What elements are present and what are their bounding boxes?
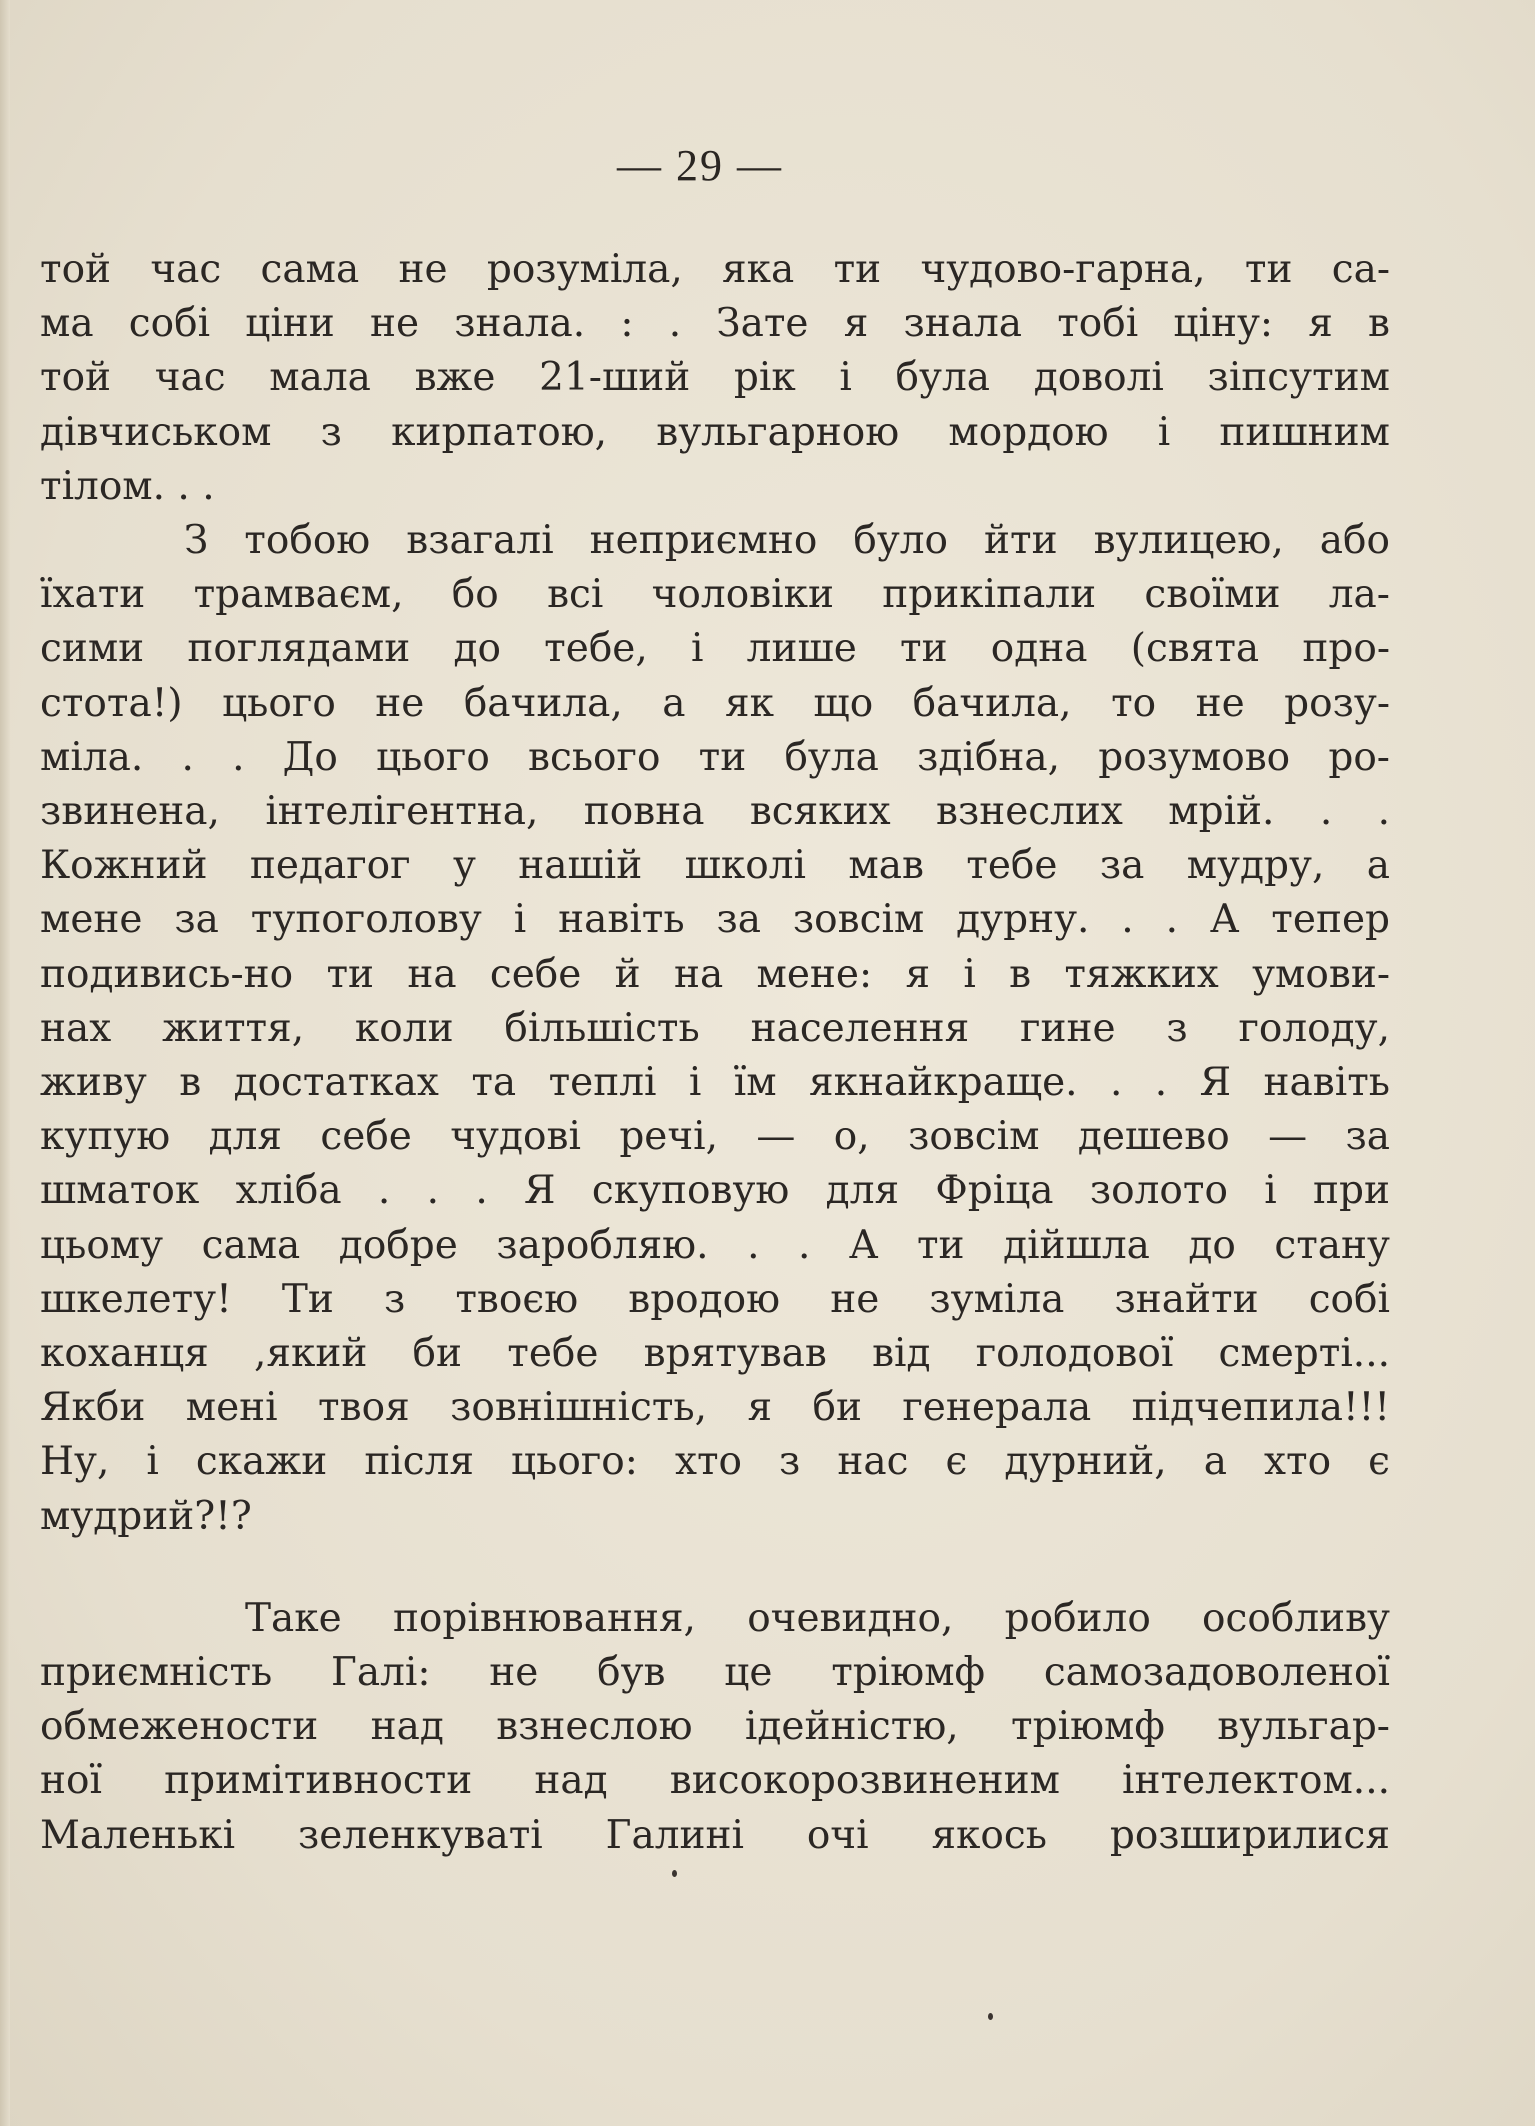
text-line: подивись-но ти на себе й на мене: я і в тяжких умови- <box>40 951 1390 997</box>
text-line: купую для себе чудові речі, — о, зовсім дешево — за <box>40 1114 1390 1160</box>
text-line: живу в достатках та теплі і їм якнайкраще. . . Я навіть <box>40 1060 1390 1106</box>
page-binding-edge <box>0 0 10 2126</box>
text-line: Якби мені твоя зовнішність, я би генерала підчепила!!! <box>40 1385 1390 1431</box>
text-line: шматок хліба . . . Я скуповую для Фріца золото і при <box>40 1168 1390 1214</box>
text-line: ма собі ціни не знала. : . Зате я знала тобі ціну: я в <box>40 301 1390 347</box>
ink-speck <box>988 2013 993 2020</box>
text-line: сими поглядами до тебе, і лише ти одна (свята про- <box>40 626 1390 672</box>
text-line: коханця ,який би тебе врятував від голодової смерті... <box>40 1331 1390 1377</box>
text-line: стота!) цього не бачила, а як що бачила, то не розу- <box>40 680 1390 726</box>
text-line: шкелету! Ти з твоєю вродою не зуміла знайти собі <box>40 1276 1390 1322</box>
text-line: Ну, і скажи після цього: хто з нас є дурний, а хто є <box>40 1439 1390 1485</box>
text-line: З тобою взагалі неприємно було йти вулицею, або <box>40 518 1390 564</box>
page-number: — 29 — <box>617 141 783 190</box>
paragraph-gap <box>40 1544 1390 1592</box>
text-line: обмежености над взнеслою ідейністю, тріюмф вульгар- <box>40 1704 1390 1750</box>
text-line: приємність Галі: не був це тріюмф самозадоволеної <box>40 1650 1390 1696</box>
text-line: мене за тупоголову і навіть за зовсім дурну. . . А тепер <box>40 897 1390 943</box>
ink-speck <box>672 1870 677 1877</box>
text-line: той час мала вже 21-ший рік і була доволі зіпсутим <box>40 355 1390 401</box>
text-line: ної примітивности над високорозвиненим інтелектом... <box>40 1758 1390 1804</box>
text-line: той час сама не розуміла, яка ти чудово-гарна, ти са- <box>40 247 1390 292</box>
text-line: нах життя, коли більшість населення гине з голоду, <box>40 1005 1390 1051</box>
paragraph <box>40 1592 1390 1863</box>
text-line: звинена, інтелігентна, повна всяких взнеслих мрій. . . <box>40 789 1390 835</box>
page-body <box>40 243 1390 1863</box>
text-line: міла. . . До цього всього ти була здібна, розумово ро- <box>40 734 1390 780</box>
text-line: дівчиськом з кирпатою, вульгарною мордою і пишним <box>40 409 1390 455</box>
text-line: тілом. . . <box>40 463 215 509</box>
text-line: цьому сама добре заробляю. . . А ти дійшла до стану <box>40 1222 1390 1268</box>
paragraph <box>40 243 1390 514</box>
text-line: мудрий?!? <box>40 1493 252 1539</box>
text-line: Маленькі зеленкуваті Галині очі якось розширилися <box>40 1812 1390 1858</box>
text-line: Таке порівнювання, очевидно, робило особливу <box>40 1595 1390 1641</box>
text-line: їхати трамваєм, бо всі чоловіки прикіпали своїми ла- <box>40 572 1390 618</box>
paragraph <box>40 514 1390 1544</box>
text-line: Кожний педагог у нашій школі мав тебе за мудру, а <box>40 843 1390 889</box>
